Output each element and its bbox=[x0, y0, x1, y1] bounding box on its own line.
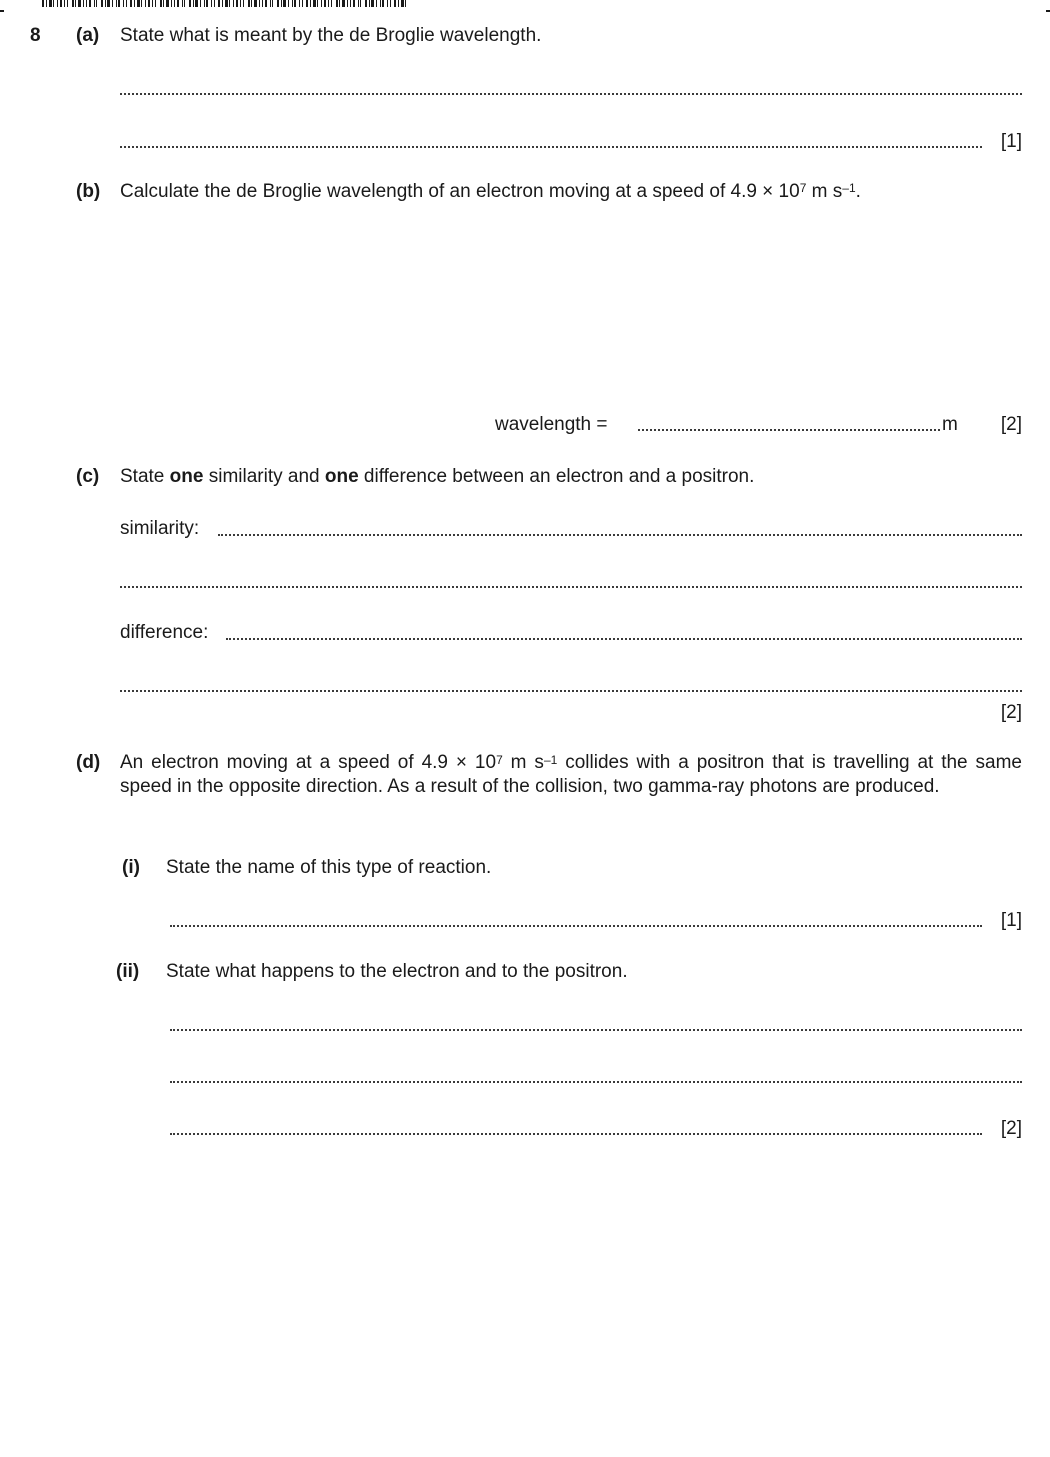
part-d-ii-prompt: State what happens to the electron and to the positron. bbox=[166, 961, 628, 982]
part-b-mark: [2] bbox=[1000, 414, 1022, 435]
answer-line-d-ii-3[interactable] bbox=[170, 1133, 982, 1135]
part-b-prompt: Calculate the de Broglie wavelength of an electron moving at a speed of $4.9 \times 10^7$ m $s^{-1}$. bbox=[120, 181, 861, 202]
answer-line-d-i[interactable] bbox=[170, 925, 982, 927]
barcode bbox=[42, 0, 408, 7]
part-c-prompt: State one similarity and one difference between an electron and a positron. bbox=[120, 466, 755, 487]
crop-mark-left bbox=[0, 10, 4, 12]
crop-mark-right bbox=[1046, 10, 1050, 12]
difference-answer-line-2[interactable] bbox=[120, 690, 1022, 692]
similarity-answer-line-1[interactable] bbox=[218, 534, 1022, 536]
difference-answer-line-1[interactable] bbox=[226, 638, 1022, 640]
part-d-label: (d) bbox=[76, 752, 101, 773]
part-c-mark: [2] bbox=[1000, 702, 1022, 723]
wavelength-answer-line[interactable] bbox=[638, 429, 940, 431]
part-a-mark: [1] bbox=[1000, 131, 1022, 152]
answer-line-a-2[interactable] bbox=[120, 146, 982, 148]
part-d-i-prompt: State the name of this type of reaction. bbox=[166, 857, 492, 878]
answer-line-d-ii-1[interactable] bbox=[170, 1029, 1022, 1031]
part-d-ii-mark: [2] bbox=[1000, 1118, 1022, 1139]
wavelength-unit: m bbox=[942, 414, 958, 435]
difference-label: difference: bbox=[120, 622, 209, 643]
part-a-prompt: State what is meant by the de Broglie wavelength. bbox=[120, 25, 542, 46]
part-d-stem: An electron moving at a speed of $4.9 \times 10^7$ m $s^{-1}$ collides with a positron that is travelling at the same speed in the opposite direction. As a result of the collision, two gamma-ray photons are produced. bbox=[120, 752, 1023, 797]
part-c-label: (c) bbox=[76, 466, 100, 487]
answer-line-a-1[interactable] bbox=[120, 93, 1022, 95]
similarity-label: similarity: bbox=[120, 518, 200, 539]
wavelength-label: wavelength = bbox=[495, 414, 608, 435]
part-d-i-label: (i) bbox=[122, 857, 140, 878]
similarity-answer-line-2[interactable] bbox=[120, 586, 1022, 588]
part-d-ii-label: (ii) bbox=[116, 961, 140, 982]
part-b-label: (b) bbox=[76, 181, 101, 202]
part-d-i-mark: [1] bbox=[1000, 910, 1022, 931]
answer-line-d-ii-2[interactable] bbox=[170, 1081, 1022, 1083]
question-number: 8 bbox=[30, 25, 41, 46]
part-a-label: (a) bbox=[76, 25, 100, 46]
